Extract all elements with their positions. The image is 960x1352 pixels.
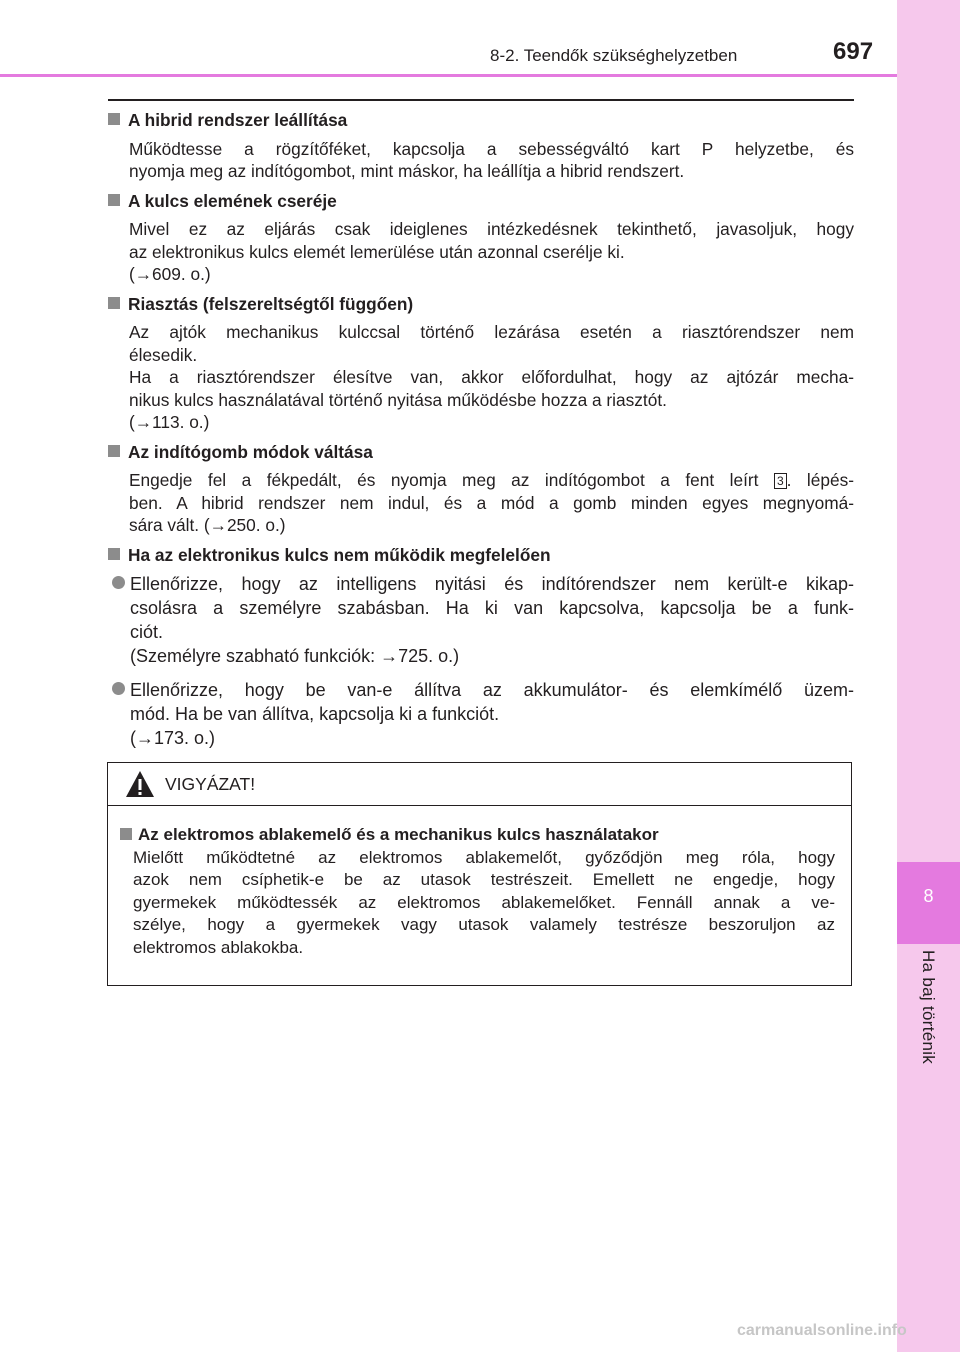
warning-header [108,763,851,806]
page-reference-link[interactable]: (→609. o.) [129,264,211,284]
square-bullet-icon [108,113,120,125]
round-bullet-icon [112,682,125,695]
step-number-box: 3 [774,473,787,489]
bullet-item: Ellenőrizze, hogy az intelligens nyitási és indítórendszer nem került-e kikap- csolásra a személyre szabásban. Ha ki van kapcsolva, kapcsolja be a funk- ciót. (Személyre szabható funkciók: →725. o.) [108,572,854,668]
header-rule [0,74,897,77]
section-heading: Az indítógomb módok váltása [108,441,854,464]
section-heading: A hibrid rendszer leállítása [108,109,854,132]
square-bullet-icon [108,297,120,309]
chapter-number-tab: 8 [897,862,960,944]
page-reference-link[interactable]: (→113. o.) [129,412,210,432]
square-bullet-icon [108,445,120,457]
warning-body [108,806,851,959]
section-heading: Ha az elektronikus kulcs nem működik megfelelően [108,544,854,567]
warning-box [107,762,852,986]
section-heading: Riasztás (felszereltségtől függően) [108,293,854,316]
square-bullet-icon [108,194,120,206]
section-body: Engedje fel a fékpedált, és nyomja meg az indítógombot a fent leírt 3 . lépés- ben. A hibrid rendszer nem indul, és a mód a gomb minden egyes megnyomá- sára vált. (→250. o.) [129,470,855,535]
watermark: carmanualsonline.info [737,1322,907,1339]
square-bullet-icon [108,548,120,560]
round-bullet-icon [112,576,125,589]
main-content [108,109,854,760]
section-heading: A kulcs elemének cseréje [108,190,854,213]
section-title: 8-2. Teendők szükséghelyzetben [490,46,738,65]
warning-triangle-icon [125,770,155,798]
section-body: Mivel ez az eljárás csak ideiglenes intézkedésnek tekinthető, javasoljuk, hogy az elektronikus kulcs elemét lemerülése után azonnal cserélje ki. (→609. o.) [129,219,854,284]
bullet-item: Ellenőrizze, hogy be van-e állítva az akkumulátor- és elemkímélő üzem- mód. Ha be van állítva, kapcsolja ki a funkciót. (→173. o.) [108,678,854,750]
content-top-rule [108,99,854,101]
warning-heading: Az elektromos ablakemelő és a mechanikus kulcs használatakor [120,824,835,847]
section-body: Működtesse a rögzítőféket, kapcsolja a sebességváltó kart P helyzetbe, és nyomja meg az indítógombot, mint máskor, ha leállítja a hibrid rendszert. [129,138,854,181]
warning-title: VIGYÁZAT! [165,773,256,794]
section-body: Az ajtók mechanikus kulccsal történő lezárása esetén a riasztórendszer nem élesedik. Ha a riasztórendszer élesítve van, akkor előfordulhat, hogy az ajtózár mecha- nikus kulcs használatával történő nyitása működésbe hozza a riasztót. (→113. o.) [129,322,854,432]
page-number: 697 [833,38,874,65]
chapter-title: Ha baj történik [919,950,938,1065]
square-bullet-icon [120,828,132,840]
chapter-sidebar [897,0,960,1352]
warning-text: Mielőtt működtetné az elektromos ablakemelőt, győződjön meg róla, hogy azok nem csíphetik-e be az utasok testrészeit. Emellett ne engedje, hogy gyermekek működtessék az elektromos ablakemelőket. Fennáll annak a ve- szélye, hogy a gyermekek vagy utasok valamely testrésze beszoruljon az elektromos ablakokba. [133,847,835,957]
